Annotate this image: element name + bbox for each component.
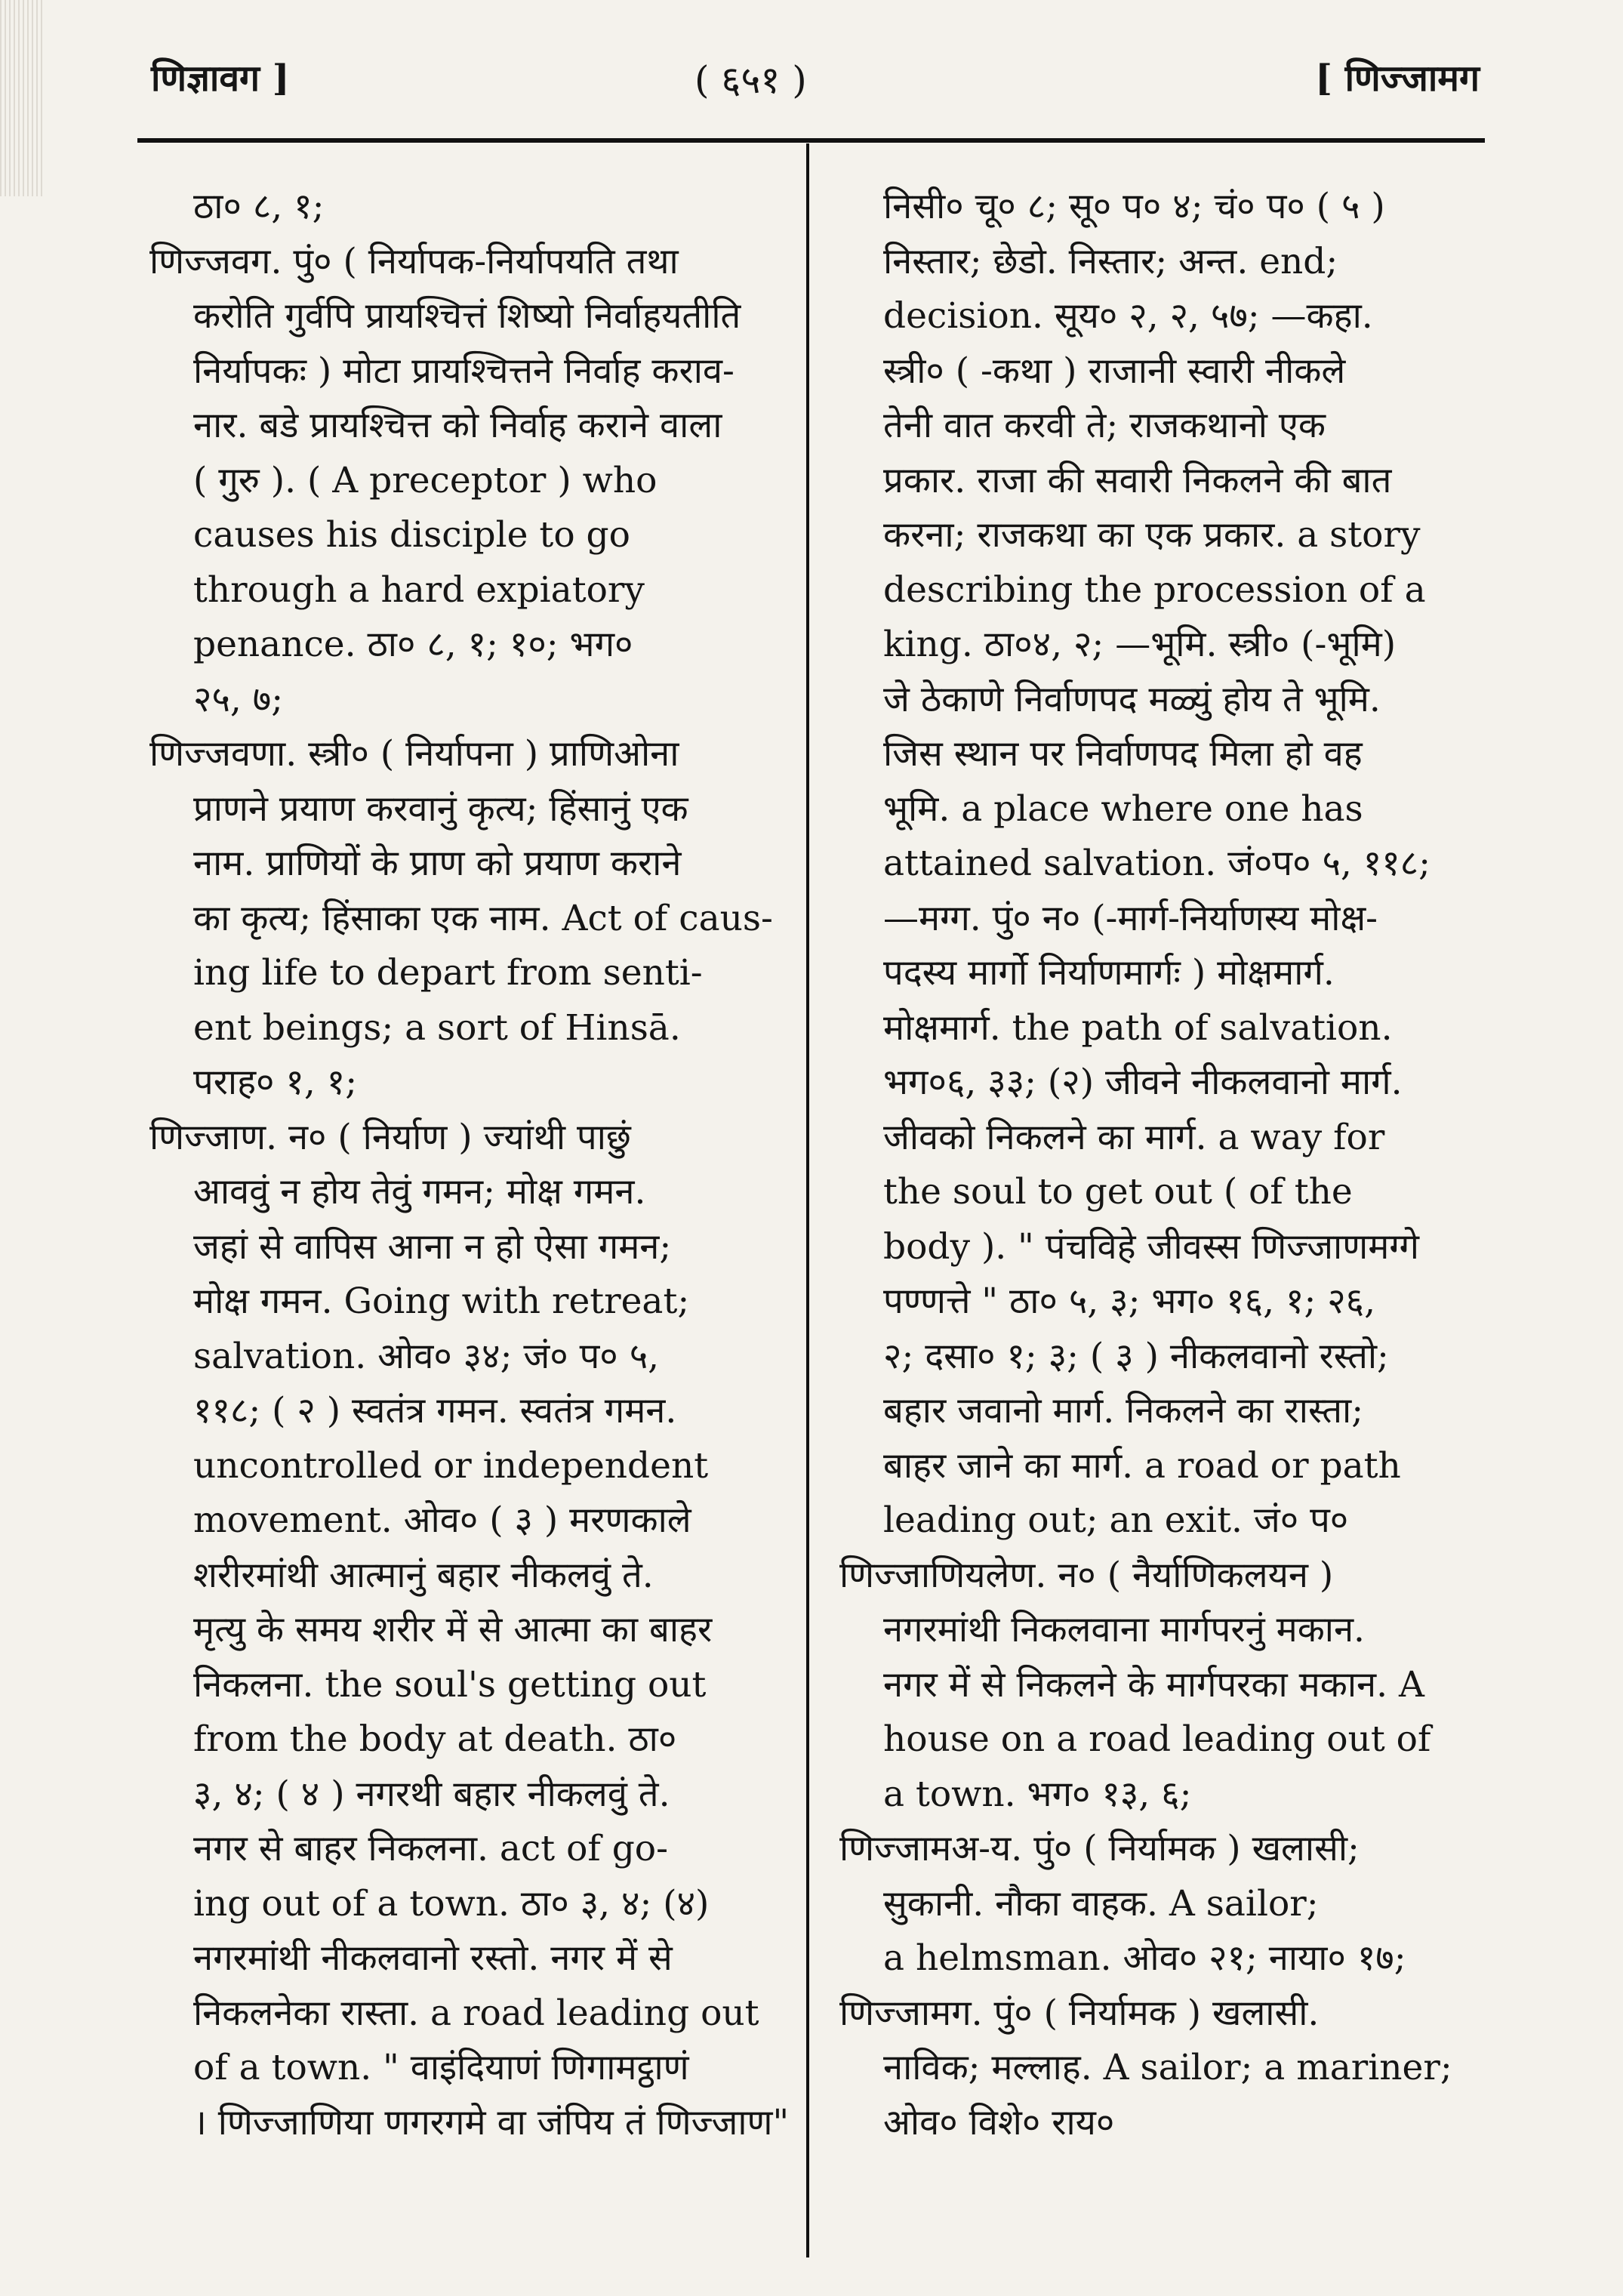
entry-text-line: uncontrolled or independent — [193, 1444, 709, 1487]
entry-text-line: from the body at death. ठा० — [193, 1718, 677, 1760]
entry-text-line: मोक्ष गमन. Going with retreat; — [193, 1281, 690, 1322]
entry-text-line: ing out of a town. ठा० ३, ४; (४) — [193, 1882, 710, 1925]
entry-text-line: पराह० १, १; — [193, 1062, 358, 1103]
entry-text-line: नाम. प्राणियों के प्राण को प्रयाण कराने — [193, 843, 682, 884]
entry-text-line: प्राणने प्रयाण करवानुं कृत्य; हिंसानुं एक — [193, 787, 688, 830]
entry-text-line: movement. ओव० ( ३ ) मरणकाले — [193, 1499, 691, 1541]
entry-text-line: मृत्यु के समय शरीर में से आत्मा का बाहर — [193, 1609, 713, 1650]
entry-text-line: जिस स्थान पर निर्वाणपद मिला हो वह — [883, 733, 1363, 775]
entry-text-line: निकलनेका रास्ता. a road leading out — [193, 1992, 759, 2034]
right-column — [839, 180, 1481, 2150]
entry-text-line: निसी० चू० ८; सू० प० ४; चं० प० ( ५ ) — [883, 186, 1385, 227]
entry-text-line: जे ठेकाणे निर्वाणपद मळ्युं होय ते भूमि. — [883, 678, 1381, 720]
entry-text-line: शरीरमांथी आत्मानुं बहार नीकलवुं ते. — [193, 1554, 654, 1596]
entry-text-line: २५, ७; — [193, 678, 284, 720]
entry-headword-line: णिज्जामअ-य. पुं० ( निर्यामक ) खलासी; — [839, 1828, 1360, 1869]
entry-text-line: का कृत्य; हिंसाका एक नाम. Act of caus- — [193, 897, 773, 939]
entry-text-line: leading out; an exit. जं० प० — [883, 1499, 1349, 1541]
entry-text-line: of a town. " वाइंदियाणं णिगामट्ठाणं — [193, 2047, 689, 2088]
entry-text-line: ( गुरु ). ( A preceptor ) who — [193, 459, 658, 501]
entry-text-line: निस्तार; छेडो. निस्तार; अन्त. end; — [883, 240, 1338, 282]
entry-text-line: नगर से बाहर निकलना. act of go- — [193, 1828, 668, 1869]
entry-text-line: सुकानी. नौका वाहक. A sailor; — [883, 1882, 1319, 1925]
entry-text-line: through a hard expiatory — [193, 569, 645, 611]
entry-headword-line: णिज्जामग. पुं० ( निर्यामक ) खलासी. — [839, 1992, 1320, 2034]
entry-headword-line: णिज्जवग. पुं० ( निर्यापक-निर्यापयति तथा — [149, 240, 679, 282]
entry-text-line: तेनी वात करवी ते; राजकथानो एक — [883, 405, 1326, 446]
entry-text-line: पदस्य मार्गो निर्याणमार्गः ) मोक्षमार्ग. — [883, 952, 1335, 994]
entry-text-line: बहार जवानो मार्ग. निकलने का रास्ता; — [883, 1390, 1364, 1432]
entry-text-line: नगर में से निकलने के मार्गपरका मकान. A — [883, 1663, 1424, 1706]
entry-text-line: भूमि. a place where one has — [883, 787, 1363, 830]
entry-text-line: निर्यापकः ) मोटा प्रायश्चित्तने निर्वाह कराव- — [193, 350, 735, 392]
entry-text-line: भग०६, ३३; (२) जीवने नीकलवानो मार्ग. — [883, 1062, 1403, 1103]
entry-text-line: ११८; ( २ ) स्वतंत्र गमन. स्वतंत्र गमन. — [193, 1390, 677, 1432]
entry-text-line: जीवको निकलने का मार्ग. a way for — [883, 1116, 1385, 1158]
entry-text-line: २; दसा० १; ३; ( ३ ) नीकलवानो रस्तो; — [883, 1335, 1389, 1377]
entry-text-line: ३, ४; ( ४ ) नगरथी बहार नीकलवुं ते. — [193, 1773, 670, 1815]
entry-text-line: house on a road leading out of — [883, 1718, 1431, 1760]
entry-text-line: नार. बडे प्रायश्चित्त को निर्वाह कराने वाला — [193, 405, 722, 446]
entry-text-line: ओव० विशे० राय० — [883, 2101, 1115, 2143]
entry-text-line: ing life to depart from senti- — [193, 952, 703, 994]
header-left-guide-word: णिज्ञावग ] — [151, 57, 290, 100]
left-column — [149, 180, 791, 2150]
entry-text-line: a helmsman. ओव० २१; नाया० १७; — [883, 1937, 1406, 1979]
entry-headword-line: णिज्जाणियलेण. न० ( नैर्याणिकलयन ) — [839, 1554, 1334, 1596]
entry-text-line: penance. ठा० ८, १; १०; भग० — [193, 624, 633, 665]
page-header — [136, 45, 1480, 121]
entry-text-line: ठा० ८, १; — [193, 186, 325, 227]
entry-text-line: causes his disciple to go — [193, 514, 630, 556]
entry-text-line: the soul to get out ( of the — [883, 1171, 1353, 1213]
entry-text-line: salvation. ओव० ३४; जं० प० ५, — [193, 1335, 660, 1377]
page-number: ( ६५१ ) — [694, 58, 807, 102]
entry-text-line: करोति गुर्वपि प्रायश्चित्तं शिष्यो निर्वाहयतीति — [193, 295, 741, 337]
entry-text-line: body ). " पंचविहे जीवस्स णिज्जाणमग्गे — [883, 1225, 1419, 1268]
entry-text-line: आववुं न होय तेवुं गमन; मोक्ष गमन. — [193, 1171, 646, 1213]
entry-headword-line: णिज्जवणा. स्त्री० ( निर्यापना ) प्राणिओना — [149, 733, 679, 775]
entry-text-line: बाहर जाने का मार्ग. a road or path — [883, 1444, 1401, 1487]
entry-text-line: ent beings; a sort of Hinsā. — [193, 1006, 681, 1049]
entry-text-line: —मग्ग. पुं० न० (-मार्ग-निर्याणस्य मोक्ष- — [883, 897, 1378, 939]
entry-headword-line: णिज्जाण. न० ( निर्याण ) ज्यांथी पाछुं — [149, 1116, 631, 1158]
entry-text-line: प्रकार. राजा की सवारी निकलने की बात — [883, 459, 1392, 501]
entry-text-line: king. ठा०४, २; —भूमि. स्त्री० (-भूमि) — [883, 624, 1397, 665]
entry-text-line: नगरमांथी निकलवाना मार्गपरनुं मकान. — [883, 1609, 1365, 1650]
entry-text-line: । णिज्जाणिया णगरगमे वा जंपिय तं णिज्जाण" — [193, 2101, 790, 2143]
entry-text-line: describing the procession of a — [883, 569, 1426, 611]
column-divider — [806, 143, 809, 2257]
entry-text-line: नाविक; मल्लाह. A sailor; a mariner; — [883, 2047, 1452, 2088]
entry-text-line: नगरमांथी नीकलवानो रस्तो. नगर में से — [193, 1937, 673, 1979]
header-rule — [137, 138, 1485, 143]
entry-text-line: decision. सूय० २, २, ५७; —कहा. — [883, 295, 1373, 337]
entry-text-line: मोक्षमार्ग. the path of salvation. — [883, 1006, 1393, 1049]
entry-text-line: पण्णत्ते " ठा० ५, ३; भग० १६, १; २६, — [883, 1281, 1376, 1322]
entry-text-line: जहां से वापिस आना न हो ऐसा गमन; — [193, 1225, 672, 1268]
entry-text-line: a town. भग० १३, ६; — [883, 1773, 1192, 1815]
entry-text-line: स्त्री० ( -कथा ) राजानी स्वारी नीकले — [883, 350, 1346, 392]
scan-edge-artifact — [0, 0, 45, 196]
entry-text-line: निकलना. the soul's getting out — [193, 1663, 707, 1706]
entry-text-line: attained salvation. जं०प० ५, ११८; — [883, 843, 1431, 884]
entry-text-line: करना; राजकथा का एक प्रकार. a story — [883, 514, 1421, 556]
header-right-guide-word: [ णिज्जामग — [1315, 57, 1480, 100]
